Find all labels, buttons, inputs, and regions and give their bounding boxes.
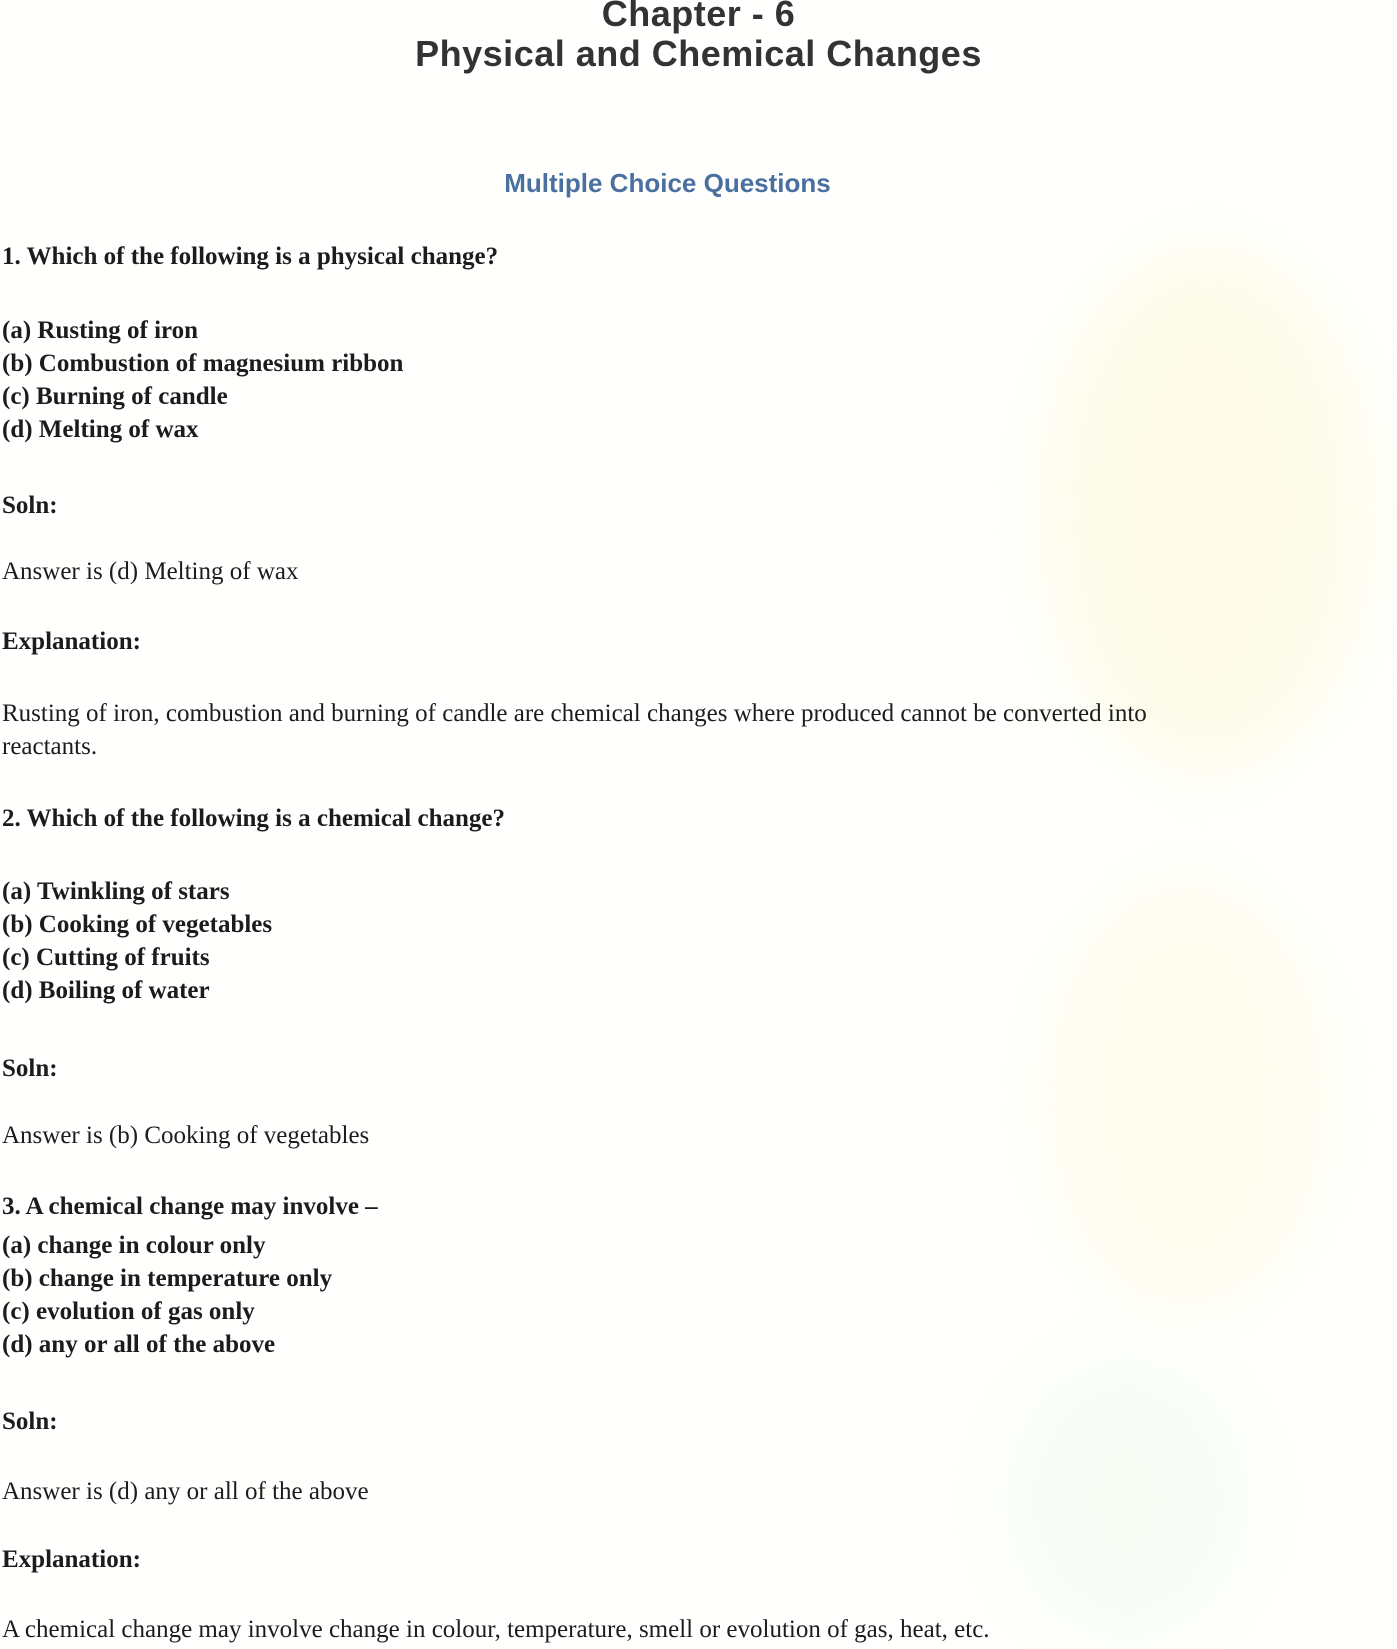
question-3-soln-label: Soln: xyxy=(2,1408,58,1435)
option-b: (b) Cooking of vegetables xyxy=(2,911,273,938)
question-3-answer: Answer is (d) any or all of the above xyxy=(2,1478,369,1505)
question-3-text: 3. A chemical change may involve – xyxy=(2,1193,378,1220)
option-d: (d) any or all of the above xyxy=(2,1331,276,1358)
chapter-title-line2: Physical and Chemical Changes xyxy=(415,33,982,74)
question-1-options xyxy=(2,314,1397,446)
question-3-explanation xyxy=(2,1613,1397,1646)
option-d: (d) Melting of wax xyxy=(2,416,199,443)
question-1-answer: Answer is (d) Melting of wax xyxy=(2,558,299,585)
option-b: (b) change in temperature only xyxy=(2,1265,333,1292)
explanation-line: A chemical change may involve change in colour, temperature, smell or evolution of gas, heat, etc. xyxy=(2,1616,990,1643)
question-2-answer: Answer is (b) Cooking of vegetables xyxy=(2,1122,370,1149)
question-2-options xyxy=(2,875,1397,1007)
section-heading: Multiple Choice Questions xyxy=(504,168,831,198)
option-c: (c) evolution of gas only xyxy=(2,1298,255,1325)
chapter-title-line1: Chapter - 6 xyxy=(601,0,796,34)
explanation-line: Rusting of iron, combustion and burning of candle are chemical changes where produced cannot be converted into xyxy=(2,700,1147,727)
chapter-title xyxy=(0,0,1397,74)
question-1-soln-label: Soln: xyxy=(2,492,58,519)
option-a: (a) Twinkling of stars xyxy=(2,878,230,905)
question-3-options xyxy=(2,1229,1397,1361)
option-b: (b) Combustion of magnesium ribbon xyxy=(2,350,404,377)
option-c: (c) Cutting of fruits xyxy=(2,944,210,971)
question-2-soln-label: Soln: xyxy=(2,1055,58,1082)
question-3-explanation-label: Explanation: xyxy=(2,1546,141,1573)
option-a: (a) Rusting of iron xyxy=(2,317,199,344)
question-1-text: 1. Which of the following is a physical change? xyxy=(2,243,499,270)
question-1-explanation-label: Explanation: xyxy=(2,628,141,655)
option-a: (a) change in colour only xyxy=(2,1232,266,1259)
explanation-line: reactants. xyxy=(2,733,98,760)
option-c: (c) Burning of candle xyxy=(2,383,228,410)
option-d: (d) Boiling of water xyxy=(2,977,210,1004)
question-2-text: 2. Which of the following is a chemical change? xyxy=(2,805,506,832)
question-1-explanation xyxy=(2,697,1397,763)
